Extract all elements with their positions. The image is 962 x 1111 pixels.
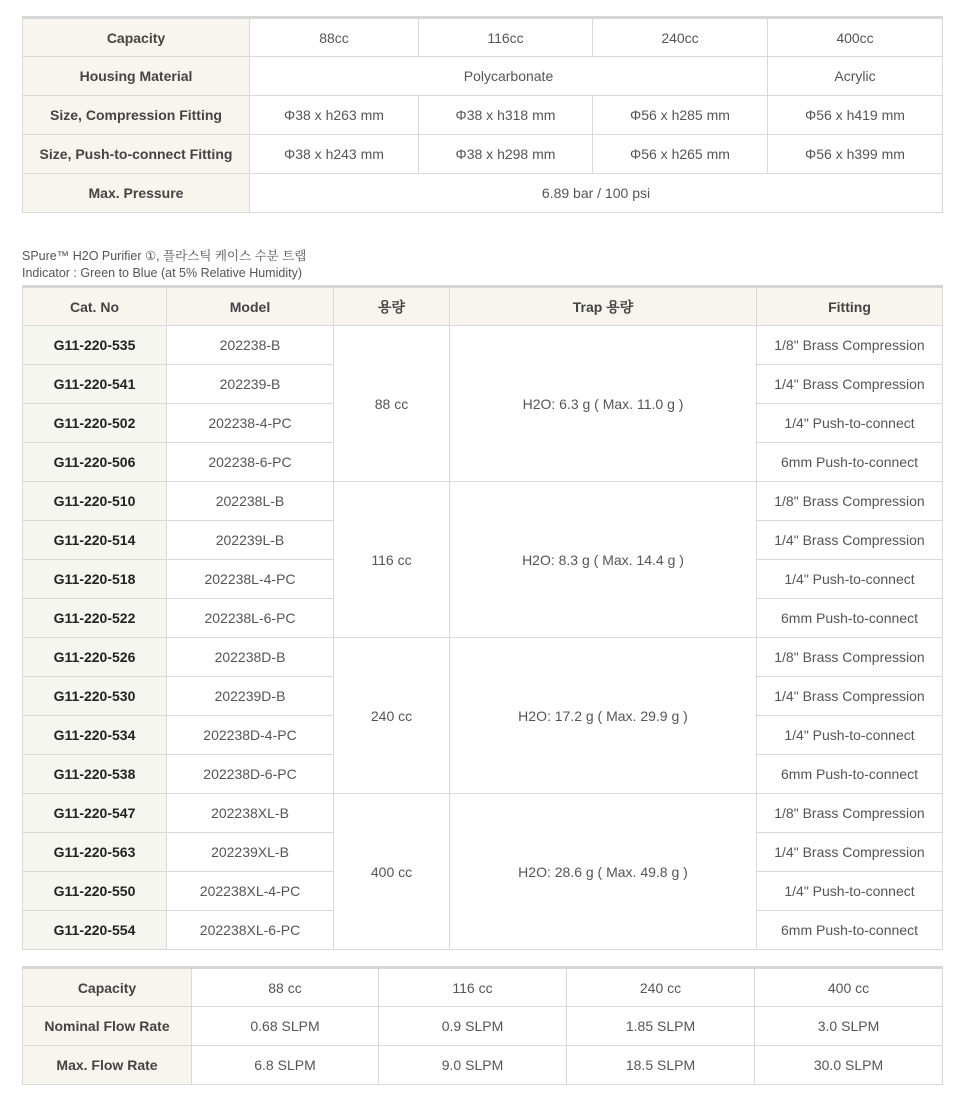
cat-no-cell: G11-220-502	[23, 404, 167, 443]
fitting-cell: 6mm Push-to-connect	[757, 755, 943, 794]
row-label: Size, Push-to-connect Fitting	[23, 135, 250, 174]
fitting-cell: 1/4" Push-to-connect	[757, 560, 943, 599]
row-label: Size, Compression Fitting	[23, 96, 250, 135]
capacity-cell: 116cc	[419, 18, 593, 57]
flow-value-cell: 9.0 SLPM	[379, 1046, 567, 1085]
row-label: Capacity	[23, 968, 192, 1007]
fitting-cell: 1/4" Brass Compression	[757, 521, 943, 560]
header-model: Model	[167, 287, 334, 326]
flow-row	[23, 968, 943, 1007]
header-trap: Trap 용량	[450, 287, 757, 326]
size-cell: Φ56 x h265 mm	[593, 135, 768, 174]
model-cell: 202238-B	[167, 326, 334, 365]
cat-no-cell: G11-220-518	[23, 560, 167, 599]
flow-value-cell: 1.85 SLPM	[567, 1007, 755, 1046]
flow-value-cell: 116 cc	[379, 968, 567, 1007]
cat-no-cell: G11-220-530	[23, 677, 167, 716]
cat-no-cell: G11-220-554	[23, 911, 167, 950]
capacity-cell: 400 cc	[334, 794, 450, 950]
header-fitting: Fitting	[757, 287, 943, 326]
fitting-cell: 1/8" Brass Compression	[757, 638, 943, 677]
row-label: Max. Pressure	[23, 174, 250, 213]
flow-value-cell: 400 cc	[755, 968, 943, 1007]
fitting-cell: 1/4" Push-to-connect	[757, 404, 943, 443]
flow-rate-table	[22, 966, 943, 1085]
trap-capacity-cell: H2O: 6.3 g ( Max. 11.0 g )	[450, 326, 757, 482]
model-cell: 202238XL-6-PC	[167, 911, 334, 950]
fitting-cell: 1/8" Brass Compression	[757, 482, 943, 521]
trap-capacity-cell: H2O: 8.3 g ( Max. 14.4 g )	[450, 482, 757, 638]
model-cell: 202238-4-PC	[167, 404, 334, 443]
model-cell: 202238D-6-PC	[167, 755, 334, 794]
capacity-cell: 400cc	[768, 18, 943, 57]
row-label: Housing Material	[23, 57, 250, 96]
fitting-cell: 1/4" Push-to-connect	[757, 716, 943, 755]
flow-row	[23, 1046, 943, 1085]
cat-no-cell: G11-220-506	[23, 443, 167, 482]
model-cell: 202238XL-B	[167, 794, 334, 833]
spec-row-size-compression	[23, 96, 943, 135]
fitting-cell: 6mm Push-to-connect	[757, 599, 943, 638]
model-cell: 202238D-4-PC	[167, 716, 334, 755]
trap-capacity-cell: H2O: 17.2 g ( Max. 29.9 g )	[450, 638, 757, 794]
product-table	[22, 285, 943, 950]
table-row	[23, 326, 943, 365]
model-cell: 202238D-B	[167, 638, 334, 677]
size-cell: Φ56 x h285 mm	[593, 96, 768, 135]
flow-value-cell: 88 cc	[192, 968, 379, 1007]
cat-no-cell: G11-220-522	[23, 599, 167, 638]
flow-value-cell: 240 cc	[567, 968, 755, 1007]
fitting-cell: 1/4" Brass Compression	[757, 833, 943, 872]
table-row	[23, 482, 943, 521]
flow-value-cell: 3.0 SLPM	[755, 1007, 943, 1046]
fitting-cell: 1/4" Brass Compression	[757, 365, 943, 404]
size-cell: Φ38 x h318 mm	[419, 96, 593, 135]
size-cell: Φ38 x h298 mm	[419, 135, 593, 174]
cat-no-cell: G11-220-550	[23, 872, 167, 911]
model-cell: 202238L-4-PC	[167, 560, 334, 599]
model-cell: 202238L-B	[167, 482, 334, 521]
product-table-header	[23, 287, 943, 326]
header-capacity: 용량	[334, 287, 450, 326]
product-caption: SPure™ H2O Purifier ①, 플라스틱 케이스 수분 트랩	[22, 249, 307, 263]
model-cell: 202239XL-B	[167, 833, 334, 872]
size-cell: Φ38 x h263 mm	[250, 96, 419, 135]
cat-no-cell: G11-220-541	[23, 365, 167, 404]
spec-row-size-push	[23, 135, 943, 174]
spec-row-pressure	[23, 174, 943, 213]
indicator-caption: Indicator : Green to Blue (at 5% Relative Humidity)	[22, 266, 302, 280]
cat-no-cell: G11-220-526	[23, 638, 167, 677]
spec-table	[22, 16, 943, 213]
flow-value-cell: 0.68 SLPM	[192, 1007, 379, 1046]
row-label: Max. Flow Rate	[23, 1046, 192, 1085]
capacity-cell: 240cc	[593, 18, 768, 57]
fitting-cell: 1/8" Brass Compression	[757, 326, 943, 365]
table-row	[23, 638, 943, 677]
fitting-cell: 6mm Push-to-connect	[757, 911, 943, 950]
spec-row-housing	[23, 57, 943, 96]
row-label: Nominal Flow Rate	[23, 1007, 192, 1046]
cat-no-cell: G11-220-547	[23, 794, 167, 833]
housing-material-cell: Acrylic	[768, 57, 943, 96]
spec-row-capacity	[23, 18, 943, 57]
cat-no-cell: G11-220-514	[23, 521, 167, 560]
capacity-cell: 88cc	[250, 18, 419, 57]
model-cell: 202238L-6-PC	[167, 599, 334, 638]
flow-value-cell: 6.8 SLPM	[192, 1046, 379, 1085]
cat-no-cell: G11-220-563	[23, 833, 167, 872]
flow-value-cell: 18.5 SLPM	[567, 1046, 755, 1085]
header-cat-no: Cat. No	[23, 287, 167, 326]
size-cell: Φ56 x h419 mm	[768, 96, 943, 135]
model-cell: 202239D-B	[167, 677, 334, 716]
capacity-cell: 116 cc	[334, 482, 450, 638]
cat-no-cell: G11-220-535	[23, 326, 167, 365]
trap-capacity-cell: H2O: 28.6 g ( Max. 49.8 g )	[450, 794, 757, 950]
cat-no-cell: G11-220-534	[23, 716, 167, 755]
flow-row	[23, 1007, 943, 1046]
capacity-cell: 240 cc	[334, 638, 450, 794]
fitting-cell: 6mm Push-to-connect	[757, 443, 943, 482]
housing-material-cell: Polycarbonate	[250, 57, 768, 96]
fitting-cell: 1/4" Brass Compression	[757, 677, 943, 716]
fitting-cell: 1/8" Brass Compression	[757, 794, 943, 833]
fitting-cell: 1/4" Push-to-connect	[757, 872, 943, 911]
flow-value-cell: 30.0 SLPM	[755, 1046, 943, 1085]
table-row	[23, 794, 943, 833]
model-cell: 202239L-B	[167, 521, 334, 560]
row-label: Capacity	[23, 18, 250, 57]
size-cell: Φ38 x h243 mm	[250, 135, 419, 174]
model-cell: 202238XL-4-PC	[167, 872, 334, 911]
cat-no-cell: G11-220-538	[23, 755, 167, 794]
model-cell: 202239-B	[167, 365, 334, 404]
cat-no-cell: G11-220-510	[23, 482, 167, 521]
size-cell: Φ56 x h399 mm	[768, 135, 943, 174]
max-pressure-cell: 6.89 bar / 100 psi	[250, 174, 943, 213]
flow-value-cell: 0.9 SLPM	[379, 1007, 567, 1046]
model-cell: 202238-6-PC	[167, 443, 334, 482]
capacity-cell: 88 cc	[334, 326, 450, 482]
